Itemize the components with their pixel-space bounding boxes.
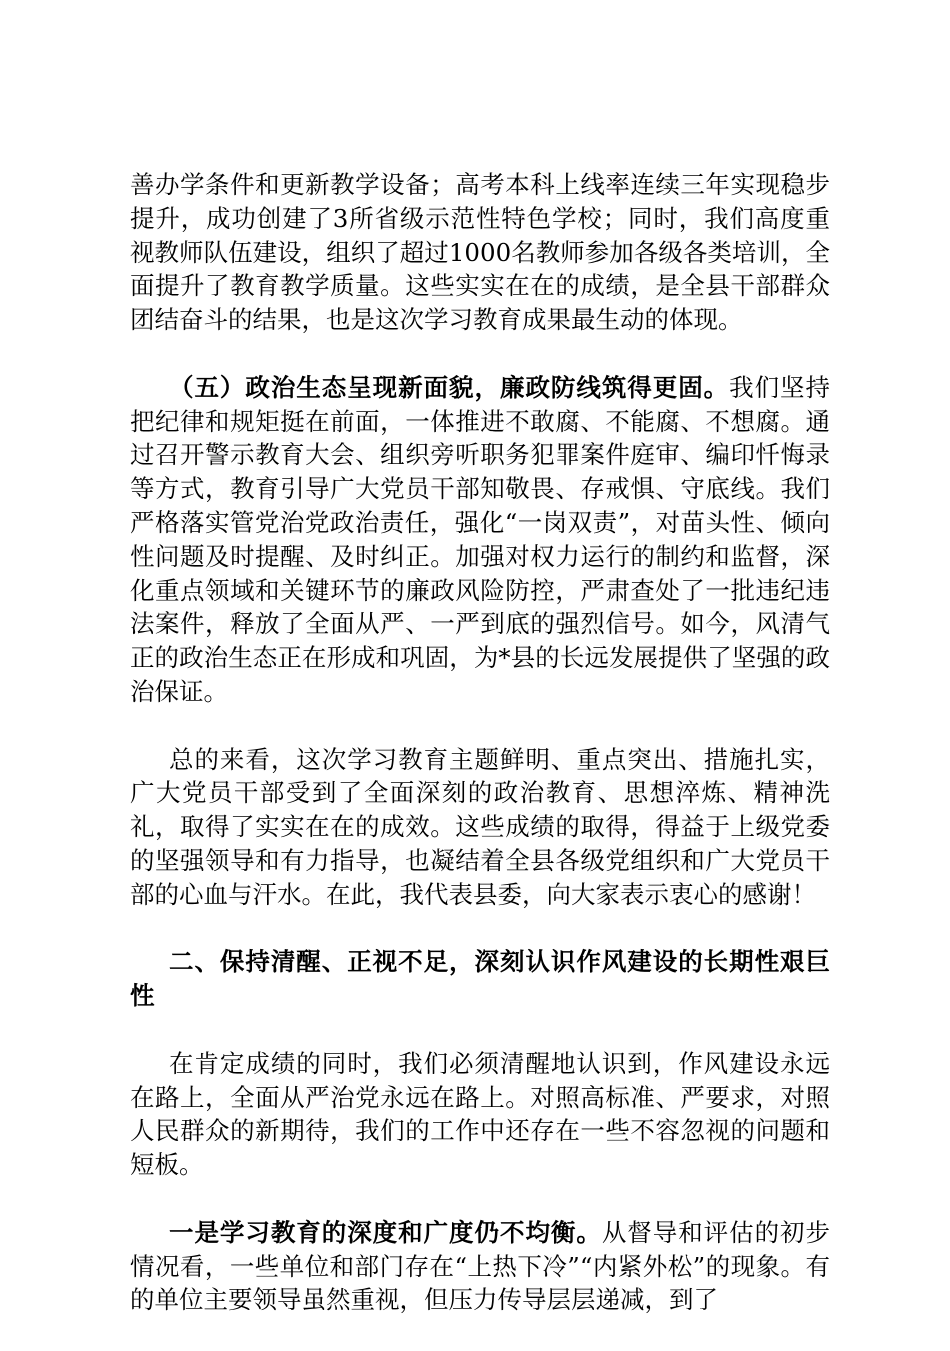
paragraph-continued — [130, 168, 830, 337]
paragraph-text: 从督导和评估的初步情况看，一些单位和部门存在“上热下冷”“内紧外松”的现象。有的单位主要领导虽然重视，但压力传导层层递减，到了 — [130, 1217, 831, 1315]
paragraph-summary — [130, 743, 830, 912]
paragraph-lead-heading: （五）政治生态呈现新面貌，廉政防线筑得更固。 — [169, 372, 730, 402]
document-body — [130, 168, 830, 1351]
paragraph-shortcomings-intro — [130, 1047, 830, 1182]
paragraph-text: 善办学条件和更新教学设备；高考本科上线率连续三年实现稳步提升，成功创建了3所省级示范性特色学校；同时，我们高度重视教师队伍建设，组织了超过1000名教师参加各级各类培训，全面提升了教育教学质量。这些实实在在的成绩，是全县干部群众团结奋斗的结果，也是这次学习教育成果最生动的体现。 — [130, 170, 830, 335]
paragraph-text: 总的来看，这次学习教育主题鲜明、重点突出、措施扎实，广大党员干部受到了全面深刻的政治教育、思想淬炼、精神洗礼，取得了实实在在的成效。这些成绩的取得，得益于上级党委的坚强领导和有力指导，也凝结着全县各级党组织和广大党员干部的心血与汗水。在此，我代表县委，向大家表示衷心的感谢！ — [130, 744, 830, 909]
section-heading: 二、保持清醒、正视不足，深刻认识作风建设的长期性艰巨性 — [130, 947, 830, 1011]
paragraph-text: 在肯定成绩的同时，我们必须清醒地认识到，作风建设永远在路上，全面从严治党永远在路上。对照高标准、严要求，对照人民群众的新期待，我们的工作中还存在一些不容忽视的问题和短板。 — [130, 1048, 830, 1180]
paragraph-lead-heading: 一是学习教育的深度和广度仍不均衡。 — [169, 1217, 602, 1247]
paragraph-text: 我们坚持把纪律和规矩挺在前面，一体推进不敢腐、不能腐、不想腐。通过召开警示教育大会、组织旁听职务犯罪案件庭审、编印忏悔录等方式，教育引导广大党员干部知敬畏、存戒惧、守底线。我们严格落实管党治党政治责任，强化“一岗双责”，对苗头性、倾向性问题及时提醒、及时纠正。加强对权力运行的制约和监督，深化重点领域和关键环节的廉政风险防控，严肃查处了一批违纪违法案件，释放了全面从严、一严到底的强烈信号。如今，风清气正的政治生态正在形成和巩固，为*县的长远发展提供了坚强的政治保证。 — [130, 372, 831, 706]
paragraph-political-ecology — [130, 371, 830, 709]
paragraph-issue-one — [130, 1216, 830, 1317]
